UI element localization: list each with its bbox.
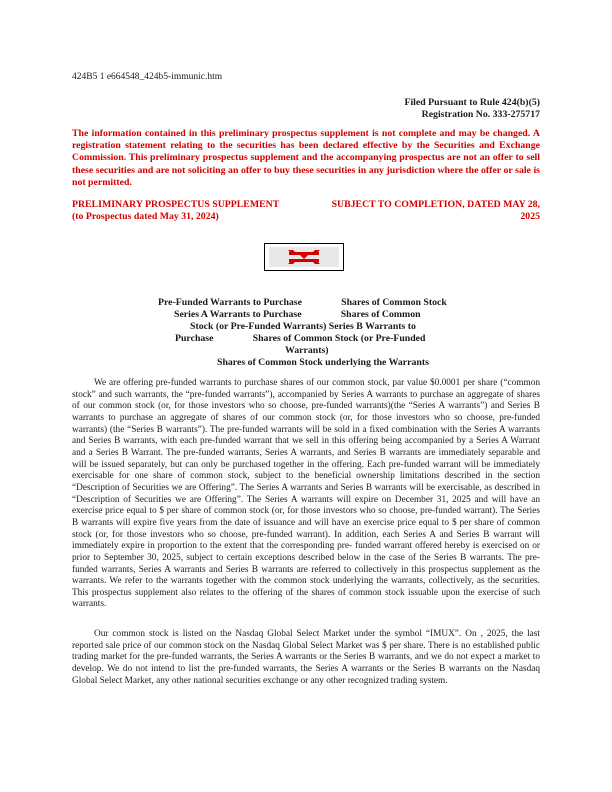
red-herring-disclaimer: The information contained in this preliminary prospectus supplement is not complete and may be changed. A registration statement relating to the securities has been declared effective by the Securities and Exchange Commission. This preliminary prospectus supplement and the accompanying prospectus are not an offer to sell these securities and are not soliciting an offer to buy these securities in any jurisdiction where the offer or sale is not permitted.	[72, 128, 540, 188]
completion-line: SUBJECT TO COMPLETION, DATED MAY 28,	[331, 199, 540, 210]
paragraph-text: We are offering pre-funded warrants to purchase shares of our common stock, par value $0.0001 per share (“common stock” and such warrants, the “pre-funded warrants”), accompanied by Series A warrants to purchase an aggregate of shares of our common stock (or, for those investors who so choose, pre-funded warrants)(the “Series A warrants”) and Series B warrants to purchase an aggregate of shares of our common stock (or, for those investors who so choose, pre-funded warrants) (the “Series B warrants”). The pre-funded warrants will be sold in a fixed combination with the Series A warrants and Series B warrants, with each pre-funded warrant that we sell in this offering being accompanied by a Series A Warrant and a Series B Warrant. The pre-funded warrants, Series A warrants, and Series B warrants are immediately separable and will be issued separately, but can only be purchased together in the offering. Each pre-funded warrant will be immediately exercisable for one share of common stock, subject to the beneficial ownership limitations described in the section “Description of Securities we are Offering”. The Series A warrants and Series B warrants will be exercisable, as described in “Description of Securities we are Offering”. The Series A warrants will expire on December 31, 2025 and will have an exercise price equal to $ per share of common stock (or, for those investors who so choose, pre-funded warrant). The Series B warrants will expire five years from the date of issuance and will have an exercise price equal to $ per share of common stock (or, for those investors who so choose, pre-funded warrant). In addition, each Series A and Series B warrant will immediately expire in proportion to the extent that the corresponding pre- funded warrant offered hereby is exercised on or prior to September 30, 2025, subject to certain exceptions described below in the case of the Series B warrants. The pre- funded warrants, Series A warrants and Series B warrants are referred to collectively in this prospectus supplement as the warrants. We refer to the warrants together with the common stock underlying the warrants, collectively, as the securities. This prospectus supplement also relates to the offering of the shares of common stock issuable upon the exercise of such warrants.	[72, 378, 540, 610]
filing-info	[404, 97, 540, 121]
offering-title-line: Stock (or Pre-Funded Warrants) Series B Warrants to	[190, 320, 416, 332]
offering-title	[150, 297, 462, 368]
offering-title-line: Pre-Funded Warrants to Purchase Shares of Common Stock	[158, 297, 447, 308]
offering-title-line: Purchase Shares of Common Stock (or Pre-Funded	[175, 332, 426, 344]
immunic-logo-icon	[264, 243, 344, 271]
subject-to-completion	[332, 199, 540, 223]
company-logo	[264, 243, 344, 271]
prospectus-date: (to Prospectus dated May 31, 2024)	[72, 211, 219, 222]
offering-title-line: Shares of Common Stock underlying the Warrants	[217, 356, 429, 368]
paragraph-text: Our common stock is listed on the Nasdaq Global Select Market under the symbol “IMUX”. On , 2025, the last reported sale price of our common stock on the Nasdaq Global Select Market was $ per share. There is no established public trading market for the pre-funded warrants, the Series A warrants or the Series B warrants, and we do not expect a market to develop. We do not intend to list the pre-funded warrants, the Series A warrants or the Series B warrants on the Nasdaq Global Select Market, any other national securities exchange or any other recognized trading system.	[72, 629, 540, 686]
preliminary-supplement-label	[72, 199, 279, 223]
filing-rule: Filed Pursuant to Rule 424(b)(5)	[404, 97, 540, 108]
preliminary-supplement-title: PRELIMINARY PROSPECTUS SUPPLEMENT	[72, 199, 280, 210]
offering-title-line: Series A Warrants to Purchase Shares of Common	[174, 308, 421, 320]
registration-number: Registration No. 333-275717	[421, 109, 540, 120]
offering-description-paragraph	[72, 378, 540, 611]
listing-paragraph	[72, 629, 540, 687]
document-filename: 424B5 1 e664548_424b5-immunic.htm	[72, 72, 223, 82]
offering-title-line: Warrants)	[285, 344, 329, 356]
completion-year: 2025	[520, 211, 540, 222]
